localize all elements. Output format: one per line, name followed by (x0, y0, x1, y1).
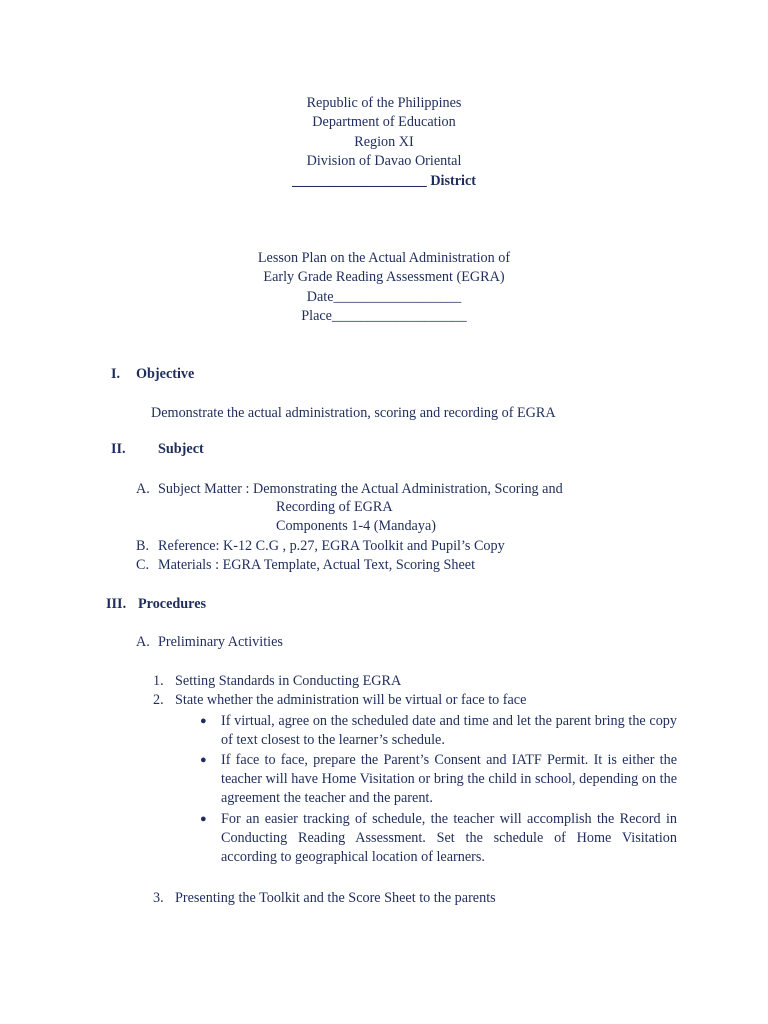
district-label: District (430, 173, 477, 189)
procedures-a-text: Preliminary Activities (158, 634, 283, 650)
item-1-text: Setting Standards in Conducting EGRA (175, 673, 402, 689)
lesson-title-line1: Lesson Plan on the Actual Administration of (257, 250, 511, 266)
bullet-icon: ● (200, 715, 207, 727)
lesson-place: Place___________________ (301, 308, 467, 324)
item-3-text: Presenting the Toolkit and the Score Sheet to the parents (175, 890, 496, 906)
subject-numeral: II. (111, 441, 126, 457)
objective-text: Demonstrate the actual administration, scoring and recording of EGRA (151, 405, 556, 421)
subject-b-label: B. (136, 538, 150, 554)
subject-heading: Subject (158, 441, 204, 457)
subject-matter-line2: Recording of EGRA (276, 499, 393, 515)
lesson-date: Date__________________ (306, 289, 462, 305)
header-department: Department of Education (312, 114, 456, 130)
subject-matter-line1: Subject Matter : Demonstrating the Actual Administration, Scoring and (158, 481, 563, 497)
bullet-tracking: For an easier tracking of schedule, the teacher will accomplish the Record in Conducting Reading Assessment. Set the schedule of Home Visitation according to geographical location of learners. (221, 811, 677, 865)
district-blank: ___________________ (291, 173, 427, 189)
subject-a-label: A. (136, 481, 150, 497)
header-republic: Republic of the Philippines (306, 95, 462, 111)
subject-matter-line3: Components 1-4 (Mandaya) (276, 518, 436, 534)
procedures-heading: Procedures (138, 596, 207, 612)
objective-heading: Objective (136, 366, 195, 382)
procedures-a-label: A. (136, 634, 150, 650)
header-district (0, 172, 768, 191)
bullet-icon: ● (200, 813, 207, 825)
item-2-number: 2. (153, 692, 164, 708)
item-3-number: 3. (153, 890, 164, 906)
item-1-number: 1. (153, 673, 164, 689)
subject-c-label: C. (136, 557, 150, 573)
procedures-numeral: III. (106, 596, 127, 612)
bullet-virtual: If virtual, agree on the scheduled date and time and let the parent bring the copy of text closest to the learner’s schedule. (221, 713, 677, 748)
header-region: Region XI (354, 134, 414, 150)
lesson-title-line2: Early Grade Reading Assessment (EGRA) (263, 269, 505, 285)
header-division: Division of Davao Oriental (306, 153, 462, 169)
subject-reference: Reference: K-12 C.G , p.27, EGRA Toolkit and Pupil’s Copy (158, 538, 505, 554)
bullet-face-to-face: If face to face, prepare the Parent’s Consent and IATF Permit. It is either the teacher will have Home Visitation or bring the child in school, depending on the agreement the teacher and the parent. (221, 752, 677, 806)
subject-materials: Materials : EGRA Template, Actual Text, Scoring Sheet (158, 557, 476, 573)
objective-numeral: I. (111, 366, 121, 382)
bullet-icon: ● (200, 754, 207, 766)
item-2-text: State whether the administration will be virtual or face to face (175, 692, 527, 708)
